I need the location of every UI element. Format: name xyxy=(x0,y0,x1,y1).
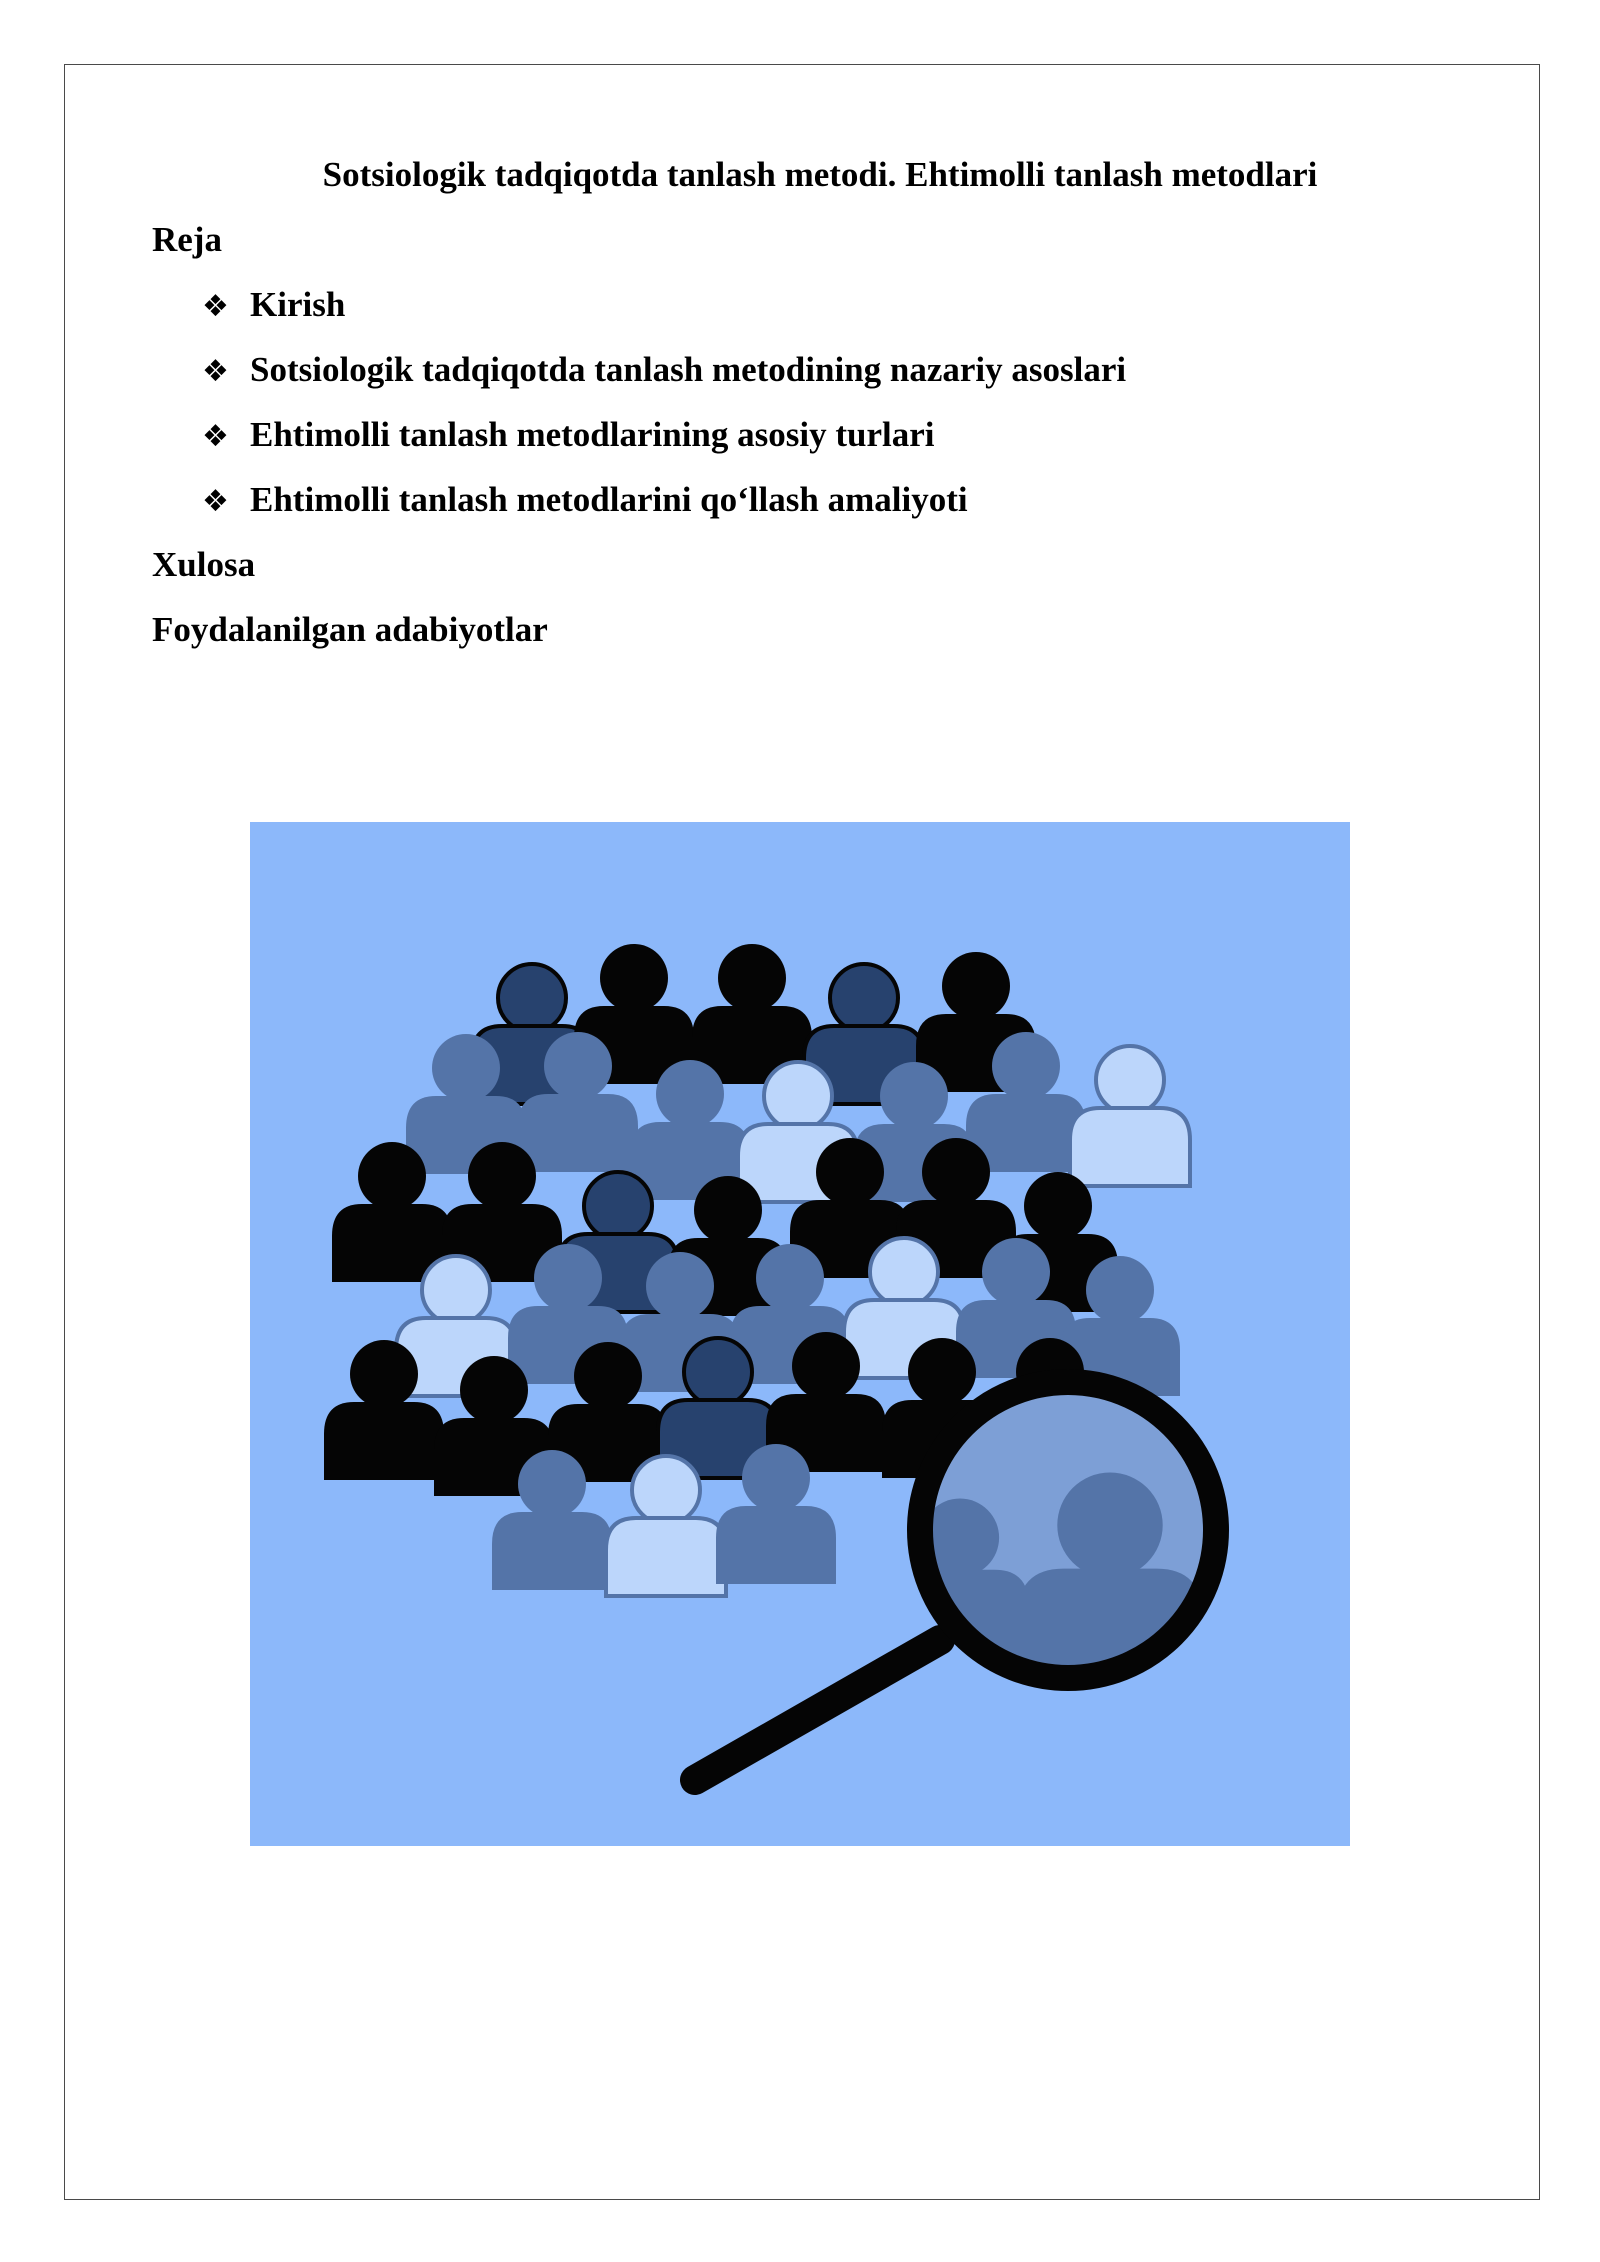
plan-item-practice xyxy=(202,475,968,527)
document-title: Sotsiologik tadqiqotda tanlash metodi. Ehtimolli tanlash metodlari xyxy=(322,155,1318,194)
plan-item-label: Ehtimolli tanlash metodlarining asosiy turlari xyxy=(250,415,935,454)
plan-item-types xyxy=(202,410,935,462)
plan-item-theory xyxy=(202,345,1126,397)
conclusion-heading: Xulosa xyxy=(152,545,256,584)
crowd-with-magnifier-illustration xyxy=(250,822,1350,1846)
plan-item-label: Ehtimolli tanlash metodlarini qo‘llash amaliyoti xyxy=(250,480,968,519)
diamond-bullet-icon: ❖ xyxy=(202,484,229,519)
diamond-bullet-icon: ❖ xyxy=(202,419,229,454)
plan-heading: Reja xyxy=(152,220,222,259)
plan-item-introduction xyxy=(202,280,345,332)
plan-item-label: Kirish xyxy=(250,285,346,324)
plan-item-label: Sotsiologik tadqiqotda tanlash metodining nazariy asoslari xyxy=(250,350,1127,389)
references-heading: Foydalanilgan adabiyotlar xyxy=(152,610,548,649)
diamond-bullet-icon: ❖ xyxy=(202,354,229,389)
diamond-bullet-icon: ❖ xyxy=(202,289,229,324)
